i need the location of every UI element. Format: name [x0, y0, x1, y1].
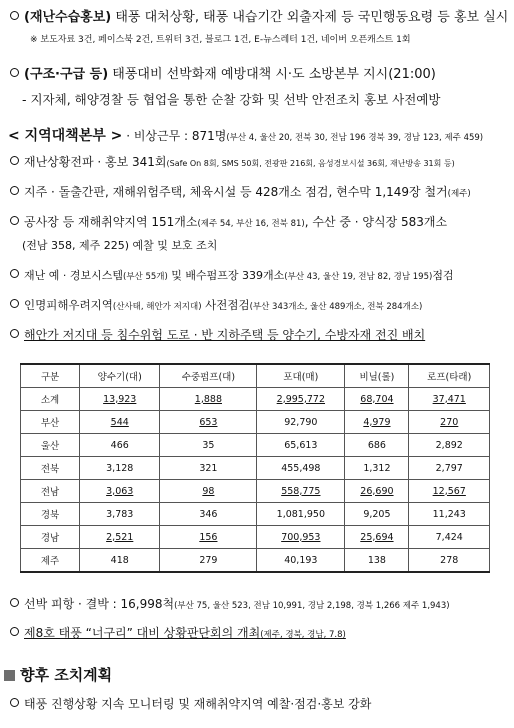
cell-text: 98 — [202, 485, 215, 497]
table-header-cell — [80, 364, 160, 388]
table-cell — [345, 388, 409, 411]
cell-text: 37,471 — [432, 393, 466, 405]
table-cell — [409, 526, 490, 549]
table-cell — [257, 388, 345, 411]
table-cell — [345, 480, 409, 503]
circle-bullet-icon — [10, 329, 19, 338]
circle-bullet-icon — [10, 598, 19, 607]
circle-bullet-icon — [10, 627, 19, 636]
cell-text: 포대(매) — [283, 372, 319, 383]
list-item — [10, 298, 422, 313]
item-main: 재난 예 · 경보시스템 — [24, 269, 123, 282]
cell-text: 전남 — [40, 487, 60, 498]
item-detail: (제주 54, 부산 16, 전북 81) — [197, 219, 305, 229]
item-detail: (Safe On 8회, SMS 50회, 전광판 216회, 음성경보시설 36회, 재난방송 31회 등) — [166, 159, 455, 168]
duty-detail: (부산 4, 울산 20, 전북 30, 전남 196 경북 39, 경남 123, 제주 459) — [226, 133, 484, 143]
cell-text: 418 — [110, 554, 129, 566]
table-header-cell — [409, 364, 490, 388]
item-main: 인명피해우려지역 — [24, 298, 113, 312]
cell-text: 686 — [367, 439, 386, 451]
table-cell — [257, 526, 345, 549]
table-cell — [409, 457, 490, 480]
item-detail-2: (부산 343개소, 울산 489개소, 전북 284개소) — [249, 302, 423, 312]
cell-text: 25,694 — [360, 531, 394, 543]
cell-text: 울산 — [40, 441, 60, 452]
cell-text: 12,567 — [432, 485, 466, 497]
cell-text: 경북 — [40, 510, 60, 521]
square-bullet-icon — [4, 670, 15, 681]
section2-text: 태풍대비 선박화재 예방대책 시·도 소방본부 지시(21:00) — [108, 67, 436, 82]
cell-text: 2,995,772 — [276, 393, 326, 405]
item-main: 해안가 저지대 등 침수위험 도로 · 반 지하주택 등 양수기, 수방자재 전진 배치 — [24, 328, 426, 342]
cell-text: 156 — [199, 531, 218, 543]
table-cell — [257, 480, 345, 503]
table-cell — [257, 549, 345, 573]
section1-line — [10, 10, 508, 26]
item-detail: (제주, 경북, 경남, 7.8) — [260, 630, 346, 640]
table-row — [21, 457, 490, 480]
table-cell — [80, 388, 160, 411]
equipment-table — [20, 363, 490, 573]
cell-text: 3,128 — [106, 462, 134, 474]
table-cell — [345, 526, 409, 549]
cell-text: 소계 — [40, 395, 60, 406]
cell-text: 수중펌프(대) — [181, 372, 236, 383]
table-cell — [80, 411, 160, 434]
section1-title: (재난수습홍보) — [24, 10, 112, 25]
cell-text: 65,613 — [284, 439, 318, 451]
table-cell — [345, 411, 409, 434]
circle-bullet-icon — [10, 186, 19, 195]
cell-text: 부산 — [40, 418, 60, 429]
list-item — [10, 155, 455, 170]
table-cell — [160, 526, 257, 549]
cell-text: 92,790 — [284, 416, 318, 428]
section1-text: 태풍 대처상황, 태풍 내습기간 외출자제 등 국민행동요령 등 홍보 실시 — [111, 10, 509, 25]
list-item — [10, 215, 447, 230]
cell-text: 11,243 — [432, 508, 466, 520]
item-detail-2: (부산 43, 울산 19, 전남 82, 경남 195) — [284, 272, 433, 282]
cell-text: 로프(타래) — [427, 372, 472, 383]
item-main-2: 및 배수펌프장 339개소 — [167, 269, 285, 282]
item-main-2: , 수산 중 · 양식장 583개소 — [304, 215, 448, 229]
cell-text: 270 — [440, 416, 459, 428]
table-cell — [409, 503, 490, 526]
cell-text: 466 — [110, 439, 129, 451]
table-cell — [160, 480, 257, 503]
cell-text: 구분 — [40, 372, 60, 383]
table-row — [21, 480, 490, 503]
table-cell — [409, 388, 490, 411]
cell-text: 2,521 — [106, 531, 134, 543]
cell-text: 3,063 — [106, 485, 134, 497]
table-cell — [257, 411, 345, 434]
cell-text: 700,953 — [281, 531, 321, 543]
table-header-cell — [21, 364, 80, 388]
item-detail: (제주) — [447, 189, 471, 199]
table-cell — [409, 549, 490, 573]
table-cell — [160, 457, 257, 480]
duty-value: 871명 — [191, 129, 227, 143]
list-item — [10, 597, 450, 612]
cell-text: 9,205 — [363, 508, 391, 520]
cell-text: 26,690 — [360, 485, 394, 497]
circle-bullet-icon — [10, 11, 19, 20]
cell-text: 68,704 — [360, 393, 394, 405]
table-cell — [80, 457, 160, 480]
table-cell — [257, 434, 345, 457]
list-item — [10, 328, 425, 343]
table-cell — [160, 434, 257, 457]
circle-bullet-icon — [10, 156, 19, 165]
list-item — [10, 185, 471, 200]
table-cell — [257, 503, 345, 526]
cell-text: 279 — [199, 554, 218, 566]
cell-text: 양수기(대) — [97, 372, 142, 383]
cell-text: 비닐(롤) — [359, 372, 395, 383]
table-cell — [257, 457, 345, 480]
item-main: 제8호 태풍 “너구리” 대비 상황판단회의 개최 — [24, 626, 261, 640]
cell-text: 346 — [199, 508, 218, 520]
circle-bullet-icon — [10, 269, 19, 278]
table-cell — [21, 526, 80, 549]
table-cell — [80, 526, 160, 549]
cell-text: 2,797 — [435, 462, 463, 474]
cell-text: 1,312 — [363, 462, 391, 474]
table-cell — [409, 434, 490, 457]
cell-text: 전북 — [40, 464, 60, 475]
cell-text: 321 — [199, 462, 218, 474]
cell-text: 544 — [110, 416, 129, 428]
table-cell — [160, 503, 257, 526]
cell-text: 제주 — [40, 556, 60, 567]
section1-note: ※ 보도자료 3건, 페이스북 2건, 트위터 3건, 블로그 1건, E-뉴스레터 1건, 네이버 오픈캐스트 1회 — [30, 35, 411, 45]
cell-text: 1,888 — [194, 393, 222, 405]
table-cell — [21, 503, 80, 526]
table-cell — [160, 549, 257, 573]
table-cell — [21, 457, 80, 480]
circle-bullet-icon — [10, 299, 19, 308]
table-cell — [160, 411, 257, 434]
list-item — [10, 626, 346, 641]
item-detail: (산사태, 해안가 저지대) — [112, 302, 202, 312]
list-item — [10, 269, 454, 283]
item-line-2: (전남 358, 제주 225) 예찰 및 보호 조치 — [22, 239, 218, 252]
table-cell — [409, 480, 490, 503]
table-cell — [80, 549, 160, 573]
item-detail: (부산 55개) — [123, 272, 168, 282]
item-main: 공사장 등 재해취약지역 151개소 — [24, 215, 198, 229]
table-cell — [345, 549, 409, 573]
table-cell — [21, 480, 80, 503]
cell-text: 4,979 — [363, 416, 391, 428]
duty-label: · 비상근무 : — [126, 129, 192, 143]
section2-line — [10, 67, 436, 83]
item-detail: (부산 75, 울산 523, 전남 10,991, 경남 2,198, 경북 1,266 제주 1,943) — [174, 601, 450, 611]
circle-bullet-icon — [10, 216, 19, 225]
table-header-cell — [257, 364, 345, 388]
cell-text: 653 — [199, 416, 218, 428]
cell-text: 경남 — [40, 533, 60, 544]
cell-text: 138 — [367, 554, 386, 566]
future-heading: 향후 조치계획 — [20, 666, 113, 684]
item-main: 지주 · 돌출간판, 재해위험주택, 체육시설 등 428개소 점검, 현수막 1,149장 철거 — [24, 185, 448, 199]
table-row — [21, 388, 490, 411]
circle-bullet-icon — [10, 698, 19, 707]
table-row — [21, 526, 490, 549]
table-cell — [409, 411, 490, 434]
table-cell — [80, 503, 160, 526]
table-cell — [345, 457, 409, 480]
item-main-3: 점검 — [432, 269, 454, 282]
item-main: 재난상황전파 · 홍보 341회 — [24, 155, 167, 169]
table-header-row — [21, 364, 490, 388]
cell-text: 3,783 — [106, 508, 134, 520]
table-row — [21, 411, 490, 434]
cell-text: 455,498 — [281, 462, 321, 474]
table-header-cell — [345, 364, 409, 388]
cell-text: 7,424 — [435, 531, 463, 543]
table-header-cell — [160, 364, 257, 388]
table-row — [21, 503, 490, 526]
cell-text: 1,081,950 — [276, 508, 326, 520]
table-cell — [345, 434, 409, 457]
cell-text: 35 — [202, 439, 215, 451]
table-cell — [21, 549, 80, 573]
table-row — [21, 549, 490, 573]
item-main-2: 사전점검 — [201, 298, 250, 312]
table-cell — [21, 411, 80, 434]
cell-text: 13,923 — [103, 393, 137, 405]
cell-text: 558,775 — [281, 485, 321, 497]
region-header-line — [8, 128, 483, 146]
table-cell — [80, 434, 160, 457]
region-header: < 지역대책본부 > — [8, 128, 123, 144]
table-cell — [80, 480, 160, 503]
section2-title: (구조·구급 등) — [24, 67, 109, 82]
cell-text: 2,892 — [435, 439, 463, 451]
circle-bullet-icon — [10, 68, 19, 77]
table-cell — [345, 503, 409, 526]
cell-text: 278 — [440, 554, 459, 566]
item-main: 선박 피항 · 결박 : 16,998척 — [24, 597, 175, 611]
table-cell — [160, 388, 257, 411]
table-row — [21, 434, 490, 457]
table-cell — [21, 388, 80, 411]
table-cell — [21, 434, 80, 457]
section2-sub: - 지자체, 해양경찰 등 협업을 통한 순찰 강화 및 선박 안전조치 홍보 사전예방 — [22, 92, 441, 107]
future-heading-line — [4, 666, 112, 685]
cell-text: 40,193 — [284, 554, 318, 566]
future-item: 태풍 진행상황 지속 모니터링 및 재해취약지역 예찰·점검·홍보 강화 — [24, 697, 372, 711]
list-item — [10, 697, 371, 712]
